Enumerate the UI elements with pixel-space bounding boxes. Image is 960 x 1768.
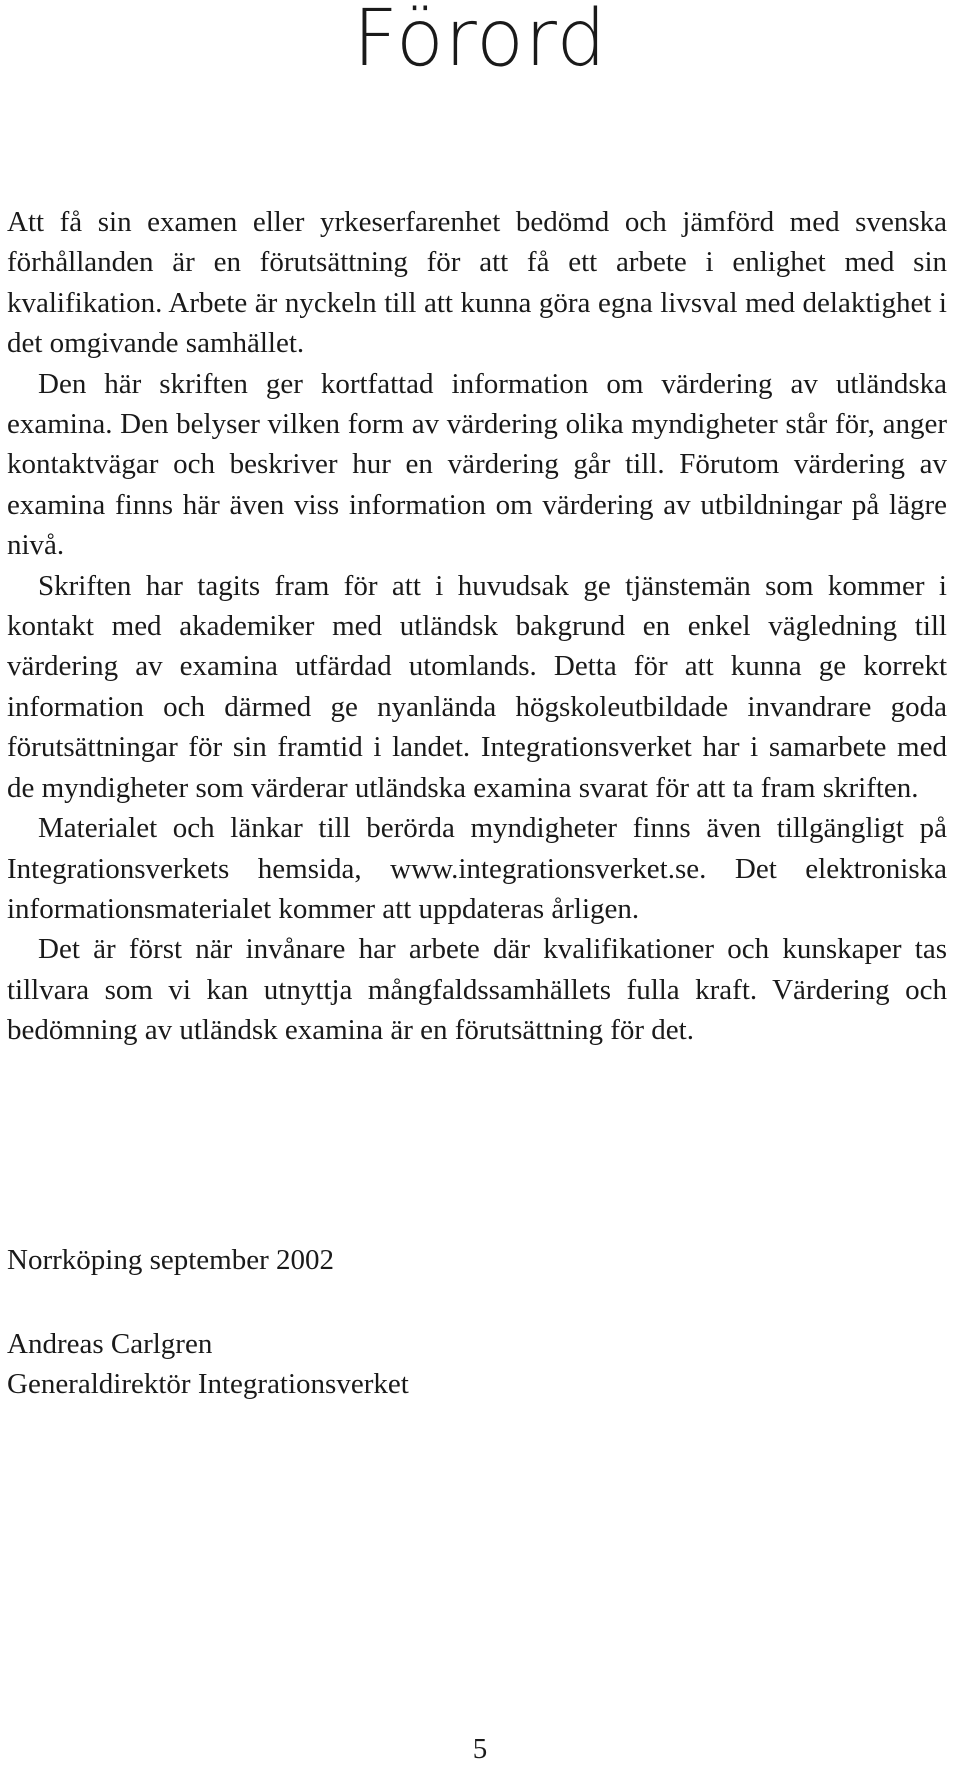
paragraph-3: Skriften har tagits fram för att i huvudsak ge tjänstemän som kommer i kontakt med akademiker med utländsk bakgrund en enkel vägledning till värdering av examina utfärdad utomlands. Detta för att kunna ge korrekt information och därmed ge nyanlända högskoleutbildade invandrare goda förutsättningar för sin framtid i landet. Integrationsverket har i samarbete med de myndigheter som värderar utländska examina svarat för att ta fram skriften.: [7, 569, 947, 804]
page-title: Förord: [352, 0, 608, 84]
signature-name: Andreas Carlgren: [7, 1328, 213, 1360]
paragraph-2: Den här skriften ger kortfattad information om värdering av utländska examina. Den belyser vilken form av värdering olika myndigheter står för, anger kontaktvägar och beskriver hur en värdering går till. Förutom värdering av examina finns här även viss information om värdering av utbildningar på lägre nivå.: [7, 367, 947, 562]
place-date: Norrköping september 2002: [7, 1244, 334, 1276]
page-number: 5: [472, 1733, 488, 1765]
foreword-body: [7, 202, 947, 1051]
paragraph-1: Att få sin examen eller yrkeserfarenhet bedömd och jämförd med svenska förhållanden är en förutsättning för att få ett arbete i enlighet med sin kvalifikation. Arbete är nyckeln till att kunna göra egna livsval med delaktighet i det omgivande samhället.: [7, 206, 947, 360]
signature-title: Generaldirektör Integrationsverket: [7, 1368, 409, 1400]
paragraph-4: Materialet och länkar till berörda myndigheter finns även tillgängligt på Integrationsverkets hemsida, www.integrationsverket.se. Det elektroniska informationsmaterialet kommer att uppdateras årligen.: [7, 812, 947, 925]
paragraph-5: Det är först när invånare har arbete där kvalifikationer och kunskaper tas tillvara som vi kan utnyttja mångfaldssamhällets fulla kraft. Värdering och bedömning av utländsk examina är en förutsättning för det.: [7, 933, 947, 1047]
